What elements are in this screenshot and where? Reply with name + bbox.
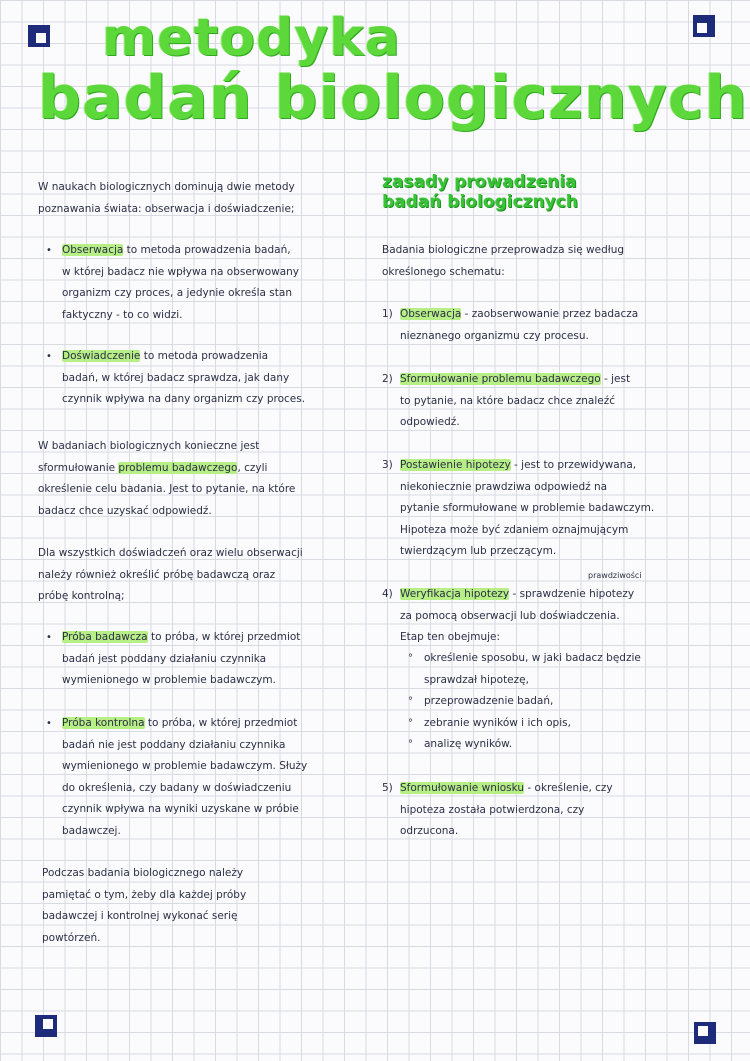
verification-item: określenie sposobu, w jaki badacz będzie sprawdzał hipotezę, [424, 652, 641, 686]
step-number: 2) [382, 373, 393, 385]
definition-observation: Obserwacja to metoda prowadzenia badań, w której badacz nie wpływa na obserwowany organizm czy proces, a jedynie określa stan faktyczny - to co widzi. [62, 244, 300, 321]
annotation-note: prawdziwości [588, 571, 642, 580]
step-number: 5) [382, 782, 393, 794]
step-number: 3) [382, 459, 393, 471]
section-heading-line-2: badań biologicznych [382, 192, 578, 212]
section-heading-line-1: zasady prowadzenia [382, 172, 577, 192]
term-step-problem: Sformułowanie problemu badawczego [400, 373, 601, 385]
corner-mark-bottom-left-icon [35, 1015, 57, 1037]
bullet-dot-icon: • [46, 718, 52, 729]
verification-item: analizę wyników. [424, 738, 513, 750]
bullet-dot-icon: • [46, 351, 52, 362]
bullet-dot-icon: • [46, 245, 52, 256]
step-number: 1) [382, 308, 393, 320]
step-verification: Weryfikacja hipotezy - sprawdzenie hipotezy za pomocą obserwacji lub doświadczenia. Etap ten obejmuje: [400, 588, 635, 643]
verification-item: zebranie wyników i ich opis, [424, 717, 571, 729]
corner-mark-top-right-icon [693, 15, 715, 37]
page-title-line-2: badań biologicznych [38, 63, 749, 133]
term-step-hypothesis: Postawienie hipotezy [400, 459, 511, 471]
right-intro: Badania biologiczne przeprowadza się według określonego schematu: [382, 244, 625, 278]
term-control-sample: Próba kontrolna [62, 717, 145, 729]
step-conclusion: Sformułowanie wniosku - określenie, czy hipoteza została potwierdzona, czy odrzucona. [400, 782, 613, 837]
verification-item: przeprowadzenie badań, [424, 695, 554, 707]
definition-research-sample: Próba badawcza to próba, w której przedmiot badań jest poddany działaniu czynnika wymienionego w problemie badawczym. [62, 631, 301, 686]
small-circle-icon: ° [408, 653, 413, 664]
step-number: 4) [382, 588, 393, 600]
samples-paragraph: Dla wszystkich doświadczeń oraz wielu obserwacji należy również określić próbę badawczą oraz próbę kontrolną; [38, 547, 303, 602]
step-hypothesis: Postawienie hipotezy - jest to przewidywana, niekoniecznie prawdziwa odpowiedź na pytanie sformułowane w problemie badawczym. Hipoteza może być zdaniem oznajmującym twierdzącym lub przeczącym. [400, 459, 655, 557]
term-step-conclusion: Sformułowanie wniosku [400, 782, 525, 794]
corner-mark-bottom-right-icon [694, 1022, 716, 1044]
page-title-line-1: metodyka [102, 8, 401, 68]
corner-mark-top-left-icon [28, 25, 50, 47]
term-research-sample: Próba badawcza [62, 631, 148, 643]
left-intro: W naukach biologicznych dominują dwie metody poznawania świata: obserwacja i doświadczenie; [38, 181, 295, 215]
term-step-verification: Weryfikacja hipotezy [400, 588, 510, 600]
bullet-dot-icon: • [46, 632, 52, 643]
step-problem: Sformułowanie problemu badawczego - jest to pytanie, na które badacz chce znaleźć odpowiedź. [400, 373, 631, 428]
step-observation: Obserwacja - zaobserwowanie przez badacza nieznanego organizmu czy procesu. [400, 308, 639, 342]
small-circle-icon: ° [408, 696, 413, 707]
definition-experiment: Doświadczenie to metoda prowadzenia badań, w której badacz sprawdza, jak dany czynnik wpływa na dany organizm czy proces. [62, 350, 306, 405]
definition-control-sample: Próba kontrolna to próba, w której przedmiot badań nie jest poddany działaniu czynnika wymienionego w problemie badawczym. Służy do określenia, czy badany w doświadczeniu czynnik wpływa na wyniki uzyskane w próbie badawczej. [62, 717, 308, 837]
closing-paragraph: Podczas badania biologicznego należy pamiętać o tym, żeby dla każdej próby badawczej i kontrolnej wykonać serię powtórzeń. [42, 867, 247, 944]
small-circle-icon: ° [408, 718, 413, 729]
term-experiment: Doświadczenie [62, 350, 141, 362]
term-step-observation: Obserwacja [400, 308, 462, 320]
term-research-problem: problemu badawczego [118, 461, 238, 474]
term-observation: Obserwacja [62, 244, 124, 256]
small-circle-icon: ° [408, 739, 413, 750]
problem-paragraph: W badaniach biologicznych konieczne jest sformułowanie problemu badawczego, czyli określenie celu badania. Jest to pytanie, na które badacz chce uzyskać odpowiedź. [38, 440, 296, 517]
